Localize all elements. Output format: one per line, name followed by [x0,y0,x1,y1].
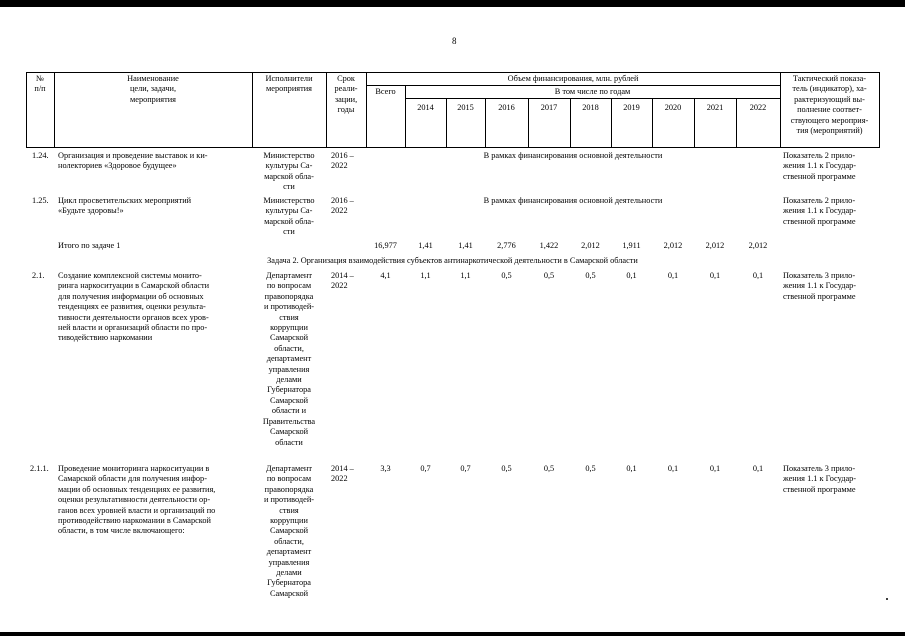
row-2-1-total: 4,1 [380,271,391,280]
row-1-24-name: Организация и проведение выставок и ки- нолекториев «Здоровое будущее» [58,151,208,171]
row-2-1-1-name: Проведение мониторинга наркоситуации в Самарской области для получения инфор- мации об основных тенденциях ее развития, оценки результативности деятельности ор- ганов всех уровней власти и организаций по противодействию наркомании в Самарской области, в том числе включающего: [58,464,216,536]
header-year-2019: 2019 [623,103,640,112]
header-bottom-line [26,147,879,148]
header-year-2014: 2014 [417,103,434,112]
row-2-1-1-2014: 0,7 [420,464,431,473]
header-exec: Исполнители мероприятия [265,74,313,94]
header-total: Всего [375,87,396,96]
row-1-25-note: В рамках финансирования основной деятельности [483,196,663,205]
bottom-border-bar [0,632,905,636]
header-fin: Объем финансирования, млн. рублей [507,74,639,83]
row-2-1-1-2016: 0,5 [501,464,512,473]
total-row-label: Итого по задаче 1 [58,241,121,250]
header-name: Наименование цели, задачи, мероприятия [127,74,179,104]
row-1-25-num: 1.25. [32,196,49,205]
table-top-line [26,72,879,73]
row-2-1-2018: 0,5 [585,271,596,280]
total-row-2022: 2,012 [748,241,768,250]
row-2-1-1-2018: 0,5 [585,464,596,473]
page-number: 8 [452,36,457,46]
row-2-1-2020: 0,1 [667,271,679,280]
header-year-2020: 2020 [664,103,682,112]
header-year-2022: 2022 [749,103,767,112]
header-year-2018: 2018 [582,103,599,112]
row-2-1-2014: 1,1 [420,271,431,280]
row-1-25-indicator: Показатель 2 прило- жения 1.1 к Государ- ственной программе [783,196,857,226]
row-2-1-term: 2014 – 2022 [331,271,354,291]
row-2-1-1-num: 2.1.1. [30,464,49,473]
header-byyear: В том числе по годам [554,87,631,96]
scan-speck [886,598,888,600]
row-2-1-1-2021: 0,1 [709,464,721,473]
row-2-1-2019: 0,1 [626,271,637,280]
row-2-1-2017: 0,5 [543,271,555,280]
row-1-24-exec: Министерство культуры Са- марской обла- сти [263,151,315,192]
row-1-24-num: 1.24. [32,151,49,160]
row-2-1-name: Создание комплексной системы монито- ринга наркоситуации в Самарской области для получения информации об основных тенденциях ее развития, оценки результа- тивности деятельности органов всех уров- ней власти и организаций области по про- тиводействию наркомании [58,271,210,343]
total-row-2015: 1,41 [458,241,473,250]
row-2-1-2021: 0,1 [709,271,721,280]
row-2-1-1-2019: 0,1 [626,464,637,473]
row-1-24-note: В рамках финансирования основной деятельности [483,151,663,160]
header-year-2017: 2017 [540,103,558,112]
total-row-2017: 1,422 [539,241,559,250]
total-row-2020: 2,012 [663,241,683,250]
row-2-1-1-2022: 0,1 [752,464,764,473]
total-row-total: 16,977 [374,241,397,250]
row-2-1-2015: 1,1 [460,271,471,280]
row-1-25-exec: Министерство культуры Са- марской обла- сти [263,196,315,237]
header-year-2021: 2021 [706,103,724,112]
row-2-1-1-2017: 0,5 [543,464,555,473]
row-2-1-num: 2.1. [32,271,45,280]
row-2-1-2022: 0,1 [752,271,764,280]
row-1-24-term: 2016 – 2022 [331,151,354,171]
header-indicator: Тактический показа- тель (индикатор), ха- рактеризующий вы- полнение соответ- ствующего мероприя- тия (мероприятий) [790,74,869,136]
header-term: Срок реали- зации, годы [334,74,358,115]
total-row-2014: 1,41 [418,241,433,250]
row-2-1-1-exec: Департамент по вопросам правопорядка и противодей- ствия коррупции Самарской области, департамент управления делами Губернатора Самарской [263,464,315,598]
row-2-1-1-2020: 0,1 [667,464,679,473]
total-row-2019: 1,911 [622,241,641,250]
row-1-24-indicator: Показатель 2 прило- жения 1.1 к Государ- ственной программе [783,151,857,181]
row-2-1-2016: 0,5 [501,271,512,280]
top-border-bar [0,0,905,7]
col-line-15 [879,72,880,148]
row-2-1-exec: Департамент по вопросам правопорядка и противодей- ствия коррупции Самарской области, департамент управления делами Губернатора Самарской области и Правительства Самарской области [262,271,316,447]
header-year-2015: 2015 [457,103,474,112]
header-year-2016: 2016 [498,103,515,112]
row-1-25-name: Цикл просветительских мероприятий «Будьте здоровы!» [58,196,192,216]
row-2-1-1-indicator: Показатель 3 прило- жения 1.1 к Государ- ственной программе [783,464,857,494]
task2-title: Задача 2. Организация взаимодействия субъектов антинаркотической деятельности в Самарской области [267,256,638,265]
total-row-2021: 2,012 [705,241,725,250]
fin-subheader-line [366,85,780,86]
row-2-1-1-term: 2014 – 2022 [331,464,354,484]
row-2-1-1-total: 3,3 [380,464,391,473]
row-2-1-1-2015: 0,7 [460,464,471,473]
years-subheader-line [405,98,780,99]
row-2-1-indicator: Показатель 3 прило- жения 1.1 к Государ- ственной программе [783,271,857,301]
total-row-2016: 2,776 [497,241,516,250]
row-1-25-term: 2016 – 2022 [331,196,354,216]
header-num: № п/п [34,74,46,94]
total-row-2018: 2,012 [581,241,600,250]
